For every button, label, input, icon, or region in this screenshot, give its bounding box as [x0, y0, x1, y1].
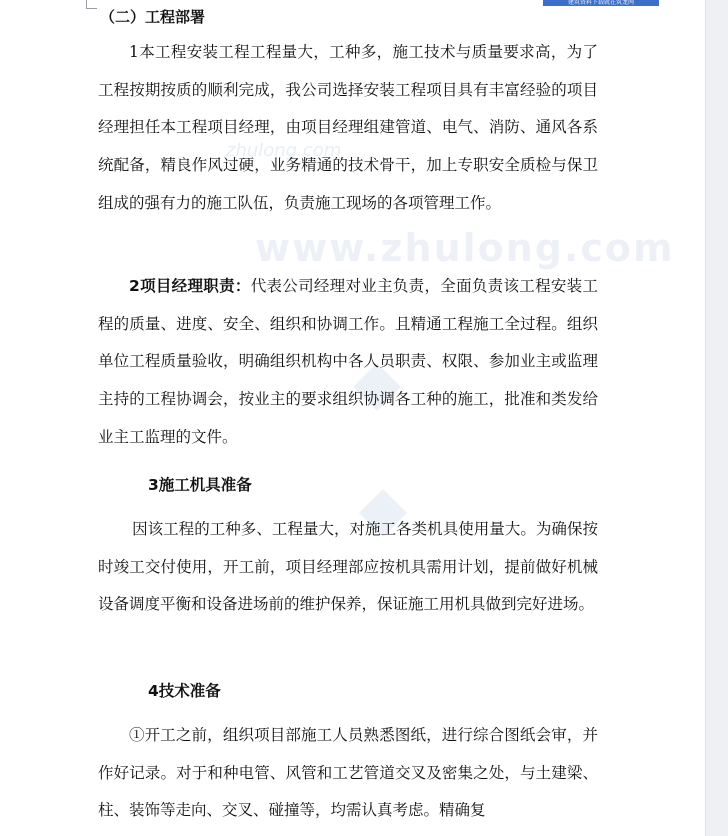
- subheading-4: 4技术准备: [148, 682, 221, 700]
- section-heading: （二）工程部署: [100, 8, 206, 26]
- scrollbar-strip[interactable]: [705, 0, 728, 836]
- paragraph-2: [98, 268, 598, 457]
- subheading-3: 3施工机具准备: [148, 476, 252, 494]
- page-corner-mark: [86, 0, 97, 9]
- site-badge[interactable]: 建筑资料下载就在筑龙网: [543, 0, 659, 6]
- watermark-small: zhulong.com: [226, 140, 342, 161]
- paragraph-2-body: 代表公司经理对业主负责，全面负责该工程安装工程的质量、进度、安全、组织和协调工作。且精通工程施工全过程。组织单位工程质量验收，明确组织机构中各人员职责、权限、参加业主或监理主持的工程协调会，按业主的要求组织协调各工种的施工，批准和类发给业主工监理的文件。: [98, 277, 598, 446]
- watermark: www.zhulong.com: [255, 226, 675, 270]
- paragraph-1: 1本工程安装工程工程量大，工种多，施工技术与质量要求高，为了工程按期按质的顺利完成，我公司选择安装工程项目具有丰富经验的项目经理担任本工程项目经理，由项目经理组建管道、电气、消防、通风各系统配备，精良作风过硬，业务精通的技术骨干，加上专职安全质检与保卫组成的强有力的施工队伍，负责施工现场的各项管理工作。: [98, 43, 598, 212]
- paragraph-2-label: 2项目经理职责：: [129, 277, 251, 295]
- paragraph-4: ①开工之前，组织项目部施工人员熟悉图纸，进行综合图纸会审，并作好记录。对于和种电管、风管和工艺管道交叉及密集之处，与土建梁、柱、装饰等走向、交叉、碰撞等，均需认真考虑。精确复: [98, 726, 598, 820]
- paragraph-3: 因该工程的工种多、工程量大，对施工各类机具使用量大。为确保按时竣工交付使用，开工前，项目经理部应按机具需用计划，提前做好机械设备调度平衡和设备进场前的维护保养，保证施工用机具做到完好进场。: [98, 520, 598, 614]
